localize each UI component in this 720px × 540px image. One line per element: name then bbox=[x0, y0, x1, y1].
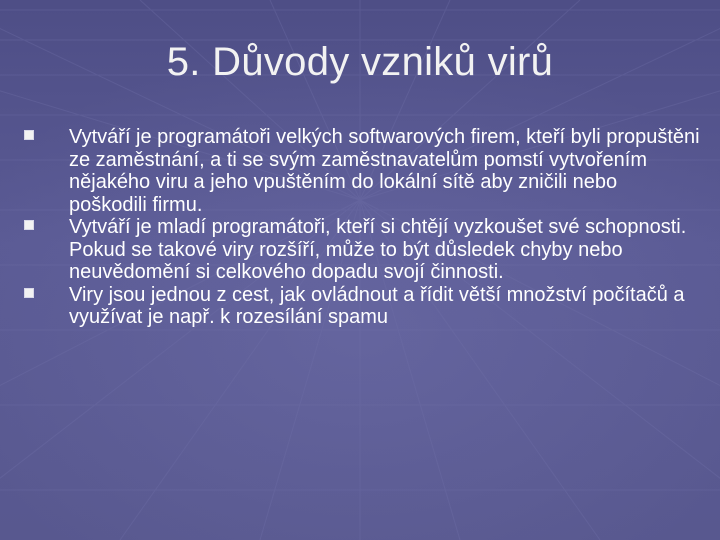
bullet-list bbox=[60, 126, 700, 329]
bullet-text: Vytváří je programátoři velkých softwarových firem, kteří byli propuštěni ze zaměstnání, a ti se svým zaměstnavatelům pomstí vytvořením nějakého viru a jeho vpuštěním do lokální sítě aby zničili nebo poškodili firmu. bbox=[69, 126, 700, 216]
square-bullet-icon bbox=[24, 220, 34, 230]
list-item bbox=[60, 284, 700, 329]
bullet-text: Viry jsou jednou z cest, jak ovládnout a řídit větší množství počítačů a využívat je např. k rozesílání spamu bbox=[69, 283, 685, 328]
list-item bbox=[60, 216, 700, 284]
bullet-text: Vytváří je mladí programátoři, kteří si chtějí vyzkoušet své schopnosti. Pokud se takové viry rozšíří, může to být důsledek chyby nebo neuvědomění si celkového dopadu svojí činnosti. bbox=[69, 216, 687, 283]
square-bullet-icon bbox=[24, 288, 34, 298]
list-item bbox=[60, 126, 700, 216]
square-bullet-icon bbox=[24, 130, 34, 140]
slide-title: 5. Důvody vzniků virů bbox=[166, 40, 554, 84]
